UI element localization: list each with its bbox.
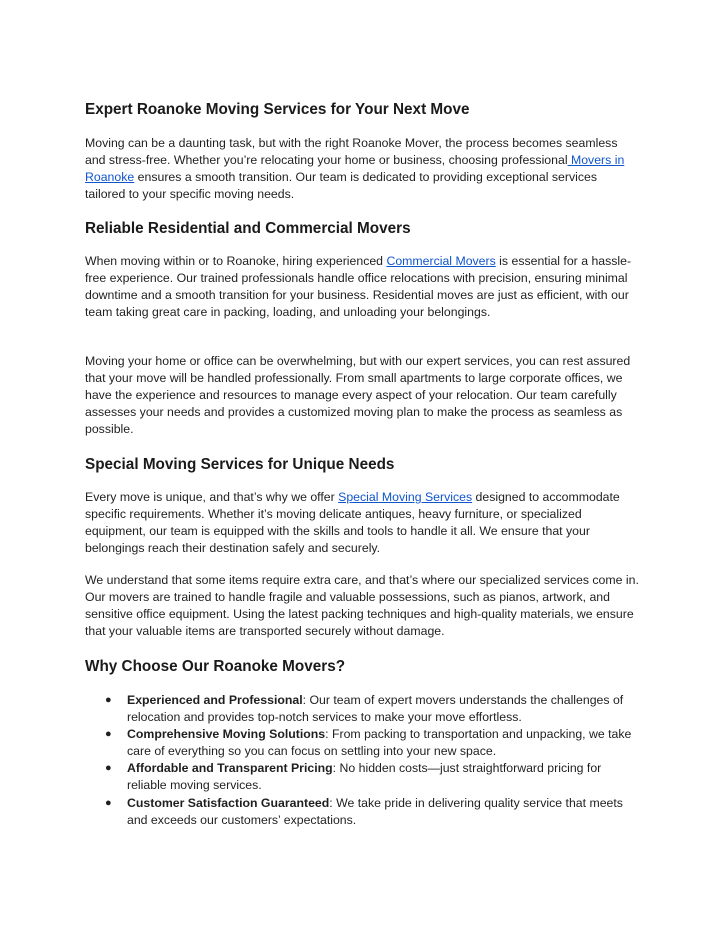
paragraph-commercial-movers: When moving within or to Roanoke, hiring experienced Commercial Movers is essential for a hassle-free experience. Our trained professionals handle office relocations with precision, ensuring minimal downtime and a smooth transition for your business. Residential moves are just as efficient, with our team taking great care in packing, loading, and unloading your belongings. bbox=[85, 254, 632, 320]
paragraph-expert-services: Moving your home or office can be overwhelming, but with our expert services, you can rest assured that your move will be handled professionally. From small apartments to large corporate offices, we have the experience and resources to manage every aspect of your relocation. Our team carefully assesses your needs and provides a customized moving plan to make the process as seamless as possible. bbox=[85, 354, 631, 437]
bullet-icon: ● bbox=[105, 694, 112, 706]
heading-why-choose: Why Choose Our Roanoke Movers? bbox=[85, 658, 346, 675]
link-movers-in-roanoke[interactable]: Movers in Roanoke bbox=[85, 153, 625, 185]
list-item-title: Affordable and Transparent Pricing bbox=[127, 761, 333, 776]
bullet-icon: ● bbox=[105, 796, 112, 809]
list-item: ● Comprehensive Moving Solutions: From packing to transportation and unpacking, we take care of everything so you can focus on settling into your new space. bbox=[105, 727, 632, 759]
list-item: ● Affordable and Transparent Pricing: No hidden costs—just straightforward pricing for reliable moving services. bbox=[105, 761, 602, 793]
reasons-list bbox=[85, 692, 640, 829]
paragraph-special-services: Every move is unique, and that’s why we offer Special Moving Services designed to accommodate specific requirements. Whether it’s moving delicate antiques, heavy furniture, or specialized equipment, our team is equipped with the skills and tools to handle it all. We ensure that your belongings reach their destination safely and securely. bbox=[85, 490, 620, 556]
paragraph-intro: Moving can be a daunting task, but with the right Roanoke Mover, the process becomes seamless and stress-free. Whether you’re relocating your home or business, choosing professional Movers in Roanoke ensures a smooth transition. Our team is dedicated to providing exceptional services tailored to your specific moving needs. bbox=[85, 136, 625, 202]
list-item: ● Customer Satisfaction Guaranteed: We take pride in delivering quality service that meets and exceeds our customers’ expectations. bbox=[105, 795, 623, 827]
list-item-title: Customer Satisfaction Guaranteed bbox=[127, 795, 330, 810]
bullet-icon: ● bbox=[105, 728, 112, 741]
link-commercial-movers[interactable]: Commercial Movers bbox=[386, 254, 496, 268]
heading-special-moving: Special Moving Services for Unique Needs bbox=[85, 456, 395, 473]
paragraph-extra-care: We understand that some items require extra care, and that’s where our specialized services come in. Our movers are trained to handle fragile and valuable possessions, such as pianos, artwork, and sensitive office equipment. Using the latest packing techniques and high-quality materials, we ensure that your valuable items are transported securely without damage. bbox=[85, 573, 639, 639]
heading-expert-roanoke: Expert Roanoke Moving Services for Your Next Move bbox=[85, 101, 470, 118]
link-special-moving-services[interactable]: Special Moving Services bbox=[338, 490, 473, 504]
bullet-icon: ● bbox=[105, 762, 112, 775]
list-item: ● Experienced and Professional: Our team of expert movers understands the challenges of relocation and provides top-notch services to make your move effortless. bbox=[105, 693, 624, 725]
list-item-title: Experienced and Professional bbox=[127, 693, 303, 707]
list-item-title: Comprehensive Moving Solutions bbox=[127, 727, 326, 742]
heading-residential-commercial: Reliable Residential and Commercial Movers bbox=[85, 220, 411, 237]
